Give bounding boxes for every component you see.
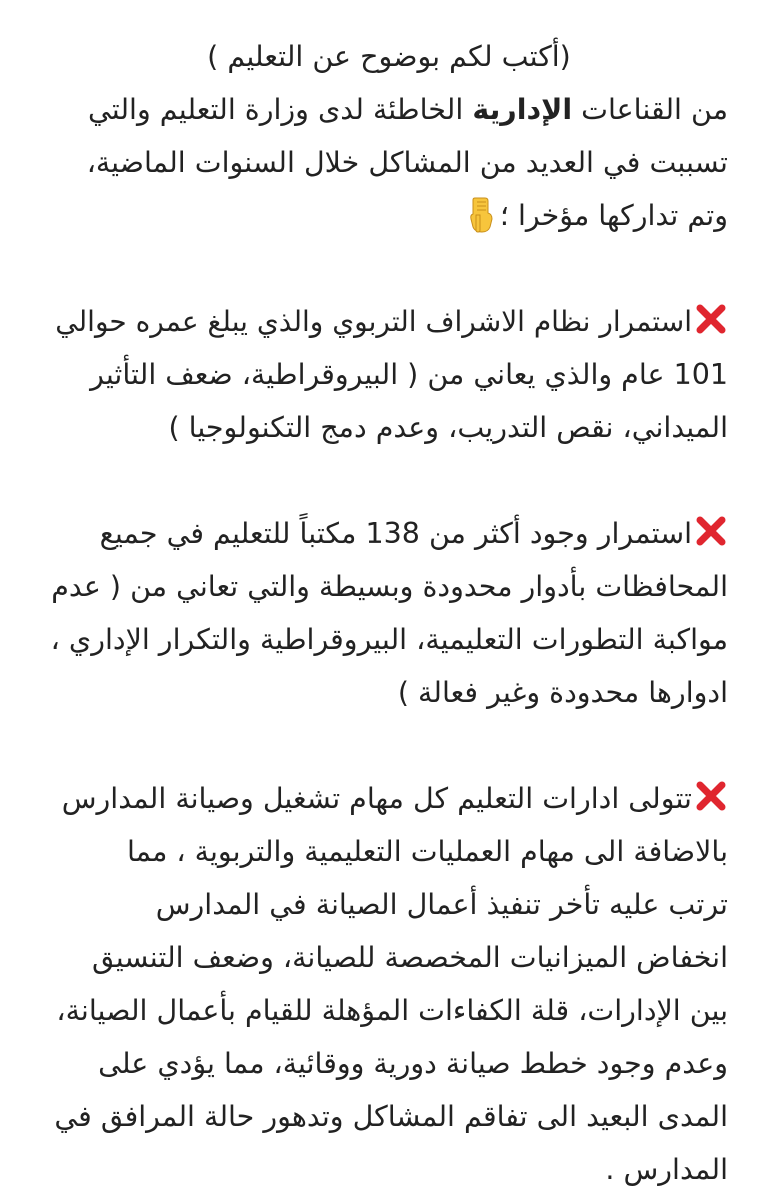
spacer [50, 719, 728, 772]
spacer [50, 454, 728, 507]
cross-mark-icon [694, 514, 728, 548]
point-3-line-4: انخفاض الميزانيات المخصصة للصيانة، وضعف التنسيق [92, 941, 728, 974]
point-3-line-7: المدى البعيد الى تفاقم المشاكل وتدهور حالة المرافق في [54, 1100, 728, 1133]
document-body [50, 30, 728, 1196]
cross-mark-icon [694, 779, 728, 813]
point-1-line-3: الميداني، نقص التدريب، وعدم دمج التكنولوجيا ) [168, 411, 728, 444]
intro-line-1-end: الخاطئة لدى وزارة التعليم والتي [88, 93, 464, 126]
intro-line-1-start: من القناعات [581, 93, 728, 126]
intro-line-3 [50, 189, 728, 242]
intro-bold-word: الإدارية [472, 93, 573, 126]
point-3-line-1 [50, 772, 728, 825]
point-3-line-5: بين الإدارات، قلة الكفاءات المؤهلة للقيام بأعمال الصيانة، [56, 994, 728, 1027]
spacer [50, 242, 728, 295]
point-3-line-3: ترتب عليه تأخر تنفيذ أعمال الصيانة في المدارس [155, 888, 728, 921]
point-1-line-1-text: استمرار نظام الاشراف التربوي والذي يبلغ عمره حوالي [55, 305, 692, 338]
point-2-line-3: مواكبة التطورات التعليمية، البيروقراطية والتكرار الإداري ، [50, 623, 728, 656]
intro-line-1 [50, 83, 728, 136]
cross-mark-icon [694, 302, 728, 336]
point-3-line-8: المدارس . [605, 1153, 728, 1186]
intro-line-3-text: وتم تداركها مؤخرا ؛ [499, 199, 728, 232]
point-2-line-2: المحافظات بأدوار محدودة وبسيطة والتي تعاني من ( عدم [51, 570, 728, 603]
point-2-line-1-text: استمرار وجود أكثر من 138 مكتباً للتعليم في جميع [99, 517, 692, 550]
backhand-index-pointing-down-icon [466, 197, 496, 233]
point-3-line-2: بالاضافة الى مهام العمليات التعليمية والتربوية ، مما [126, 835, 728, 868]
intro-line-2: تسببت في العديد من المشاكل خلال السنوات الماضية، [86, 146, 728, 179]
point-3-line-1-text: تتولى ادارات التعليم كل مهام تشغيل وصيانة المدارس [61, 782, 692, 815]
point-3-line-6: وعدم وجود خطط صيانة دورية ووقائية، مما يؤدي على [98, 1047, 728, 1080]
point-2-line-1 [50, 507, 728, 560]
heading: (أكتب لكم بوضوح عن التعليم ) [207, 40, 571, 73]
point-1-line-2: 101 عام والذي يعاني من ( البيروقراطية، ضعف التأثير [90, 358, 728, 391]
point-1-line-1 [50, 295, 728, 348]
point-2-line-4: ادوارها محدودة وغير فعالة ) [397, 676, 728, 709]
